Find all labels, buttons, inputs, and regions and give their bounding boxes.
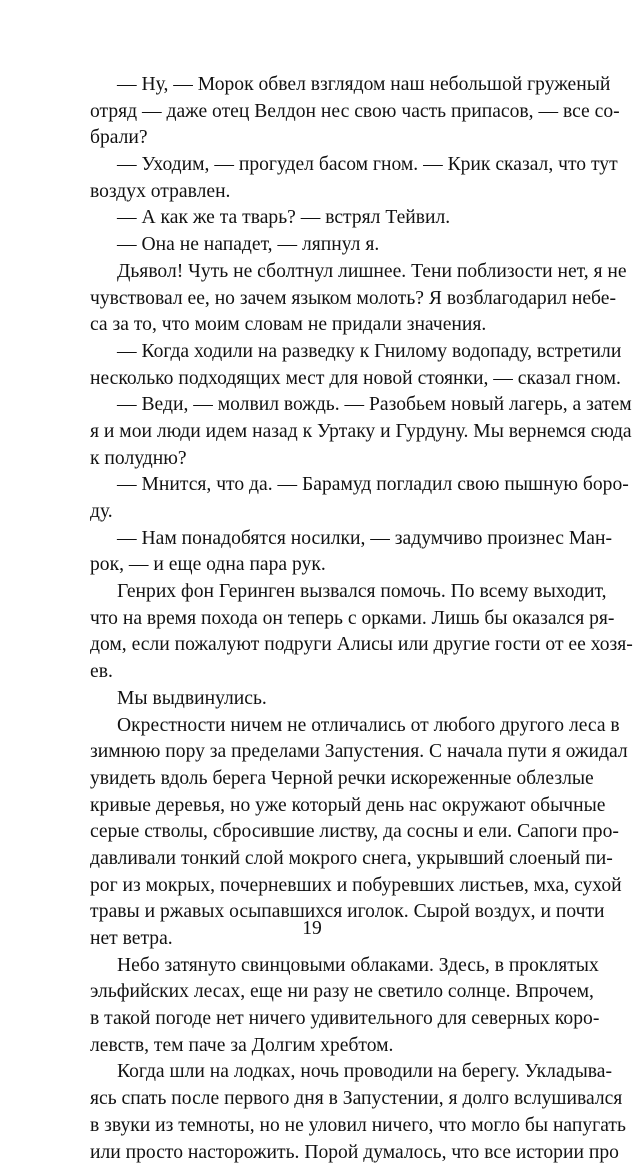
- text-line: чувствовал ее, но зачем языком молоть? Я возблагодарил небе-: [90, 286, 568, 313]
- text-line: нет ветра.: [90, 926, 568, 953]
- text-line: в звуки из темноты, но не уловил ничего, что могло бы напугать: [90, 1113, 568, 1140]
- text-line: ду.: [90, 499, 568, 526]
- text-line: рог из мокрых, почерневших и побуревших листьев, мха, сухой: [90, 873, 568, 900]
- text-line: Дьявол! Чуть не сболтнул лишнее. Тени поблизости нет, я не: [90, 259, 568, 286]
- text-line: Генрих фон Геринген вызвался помочь. По всему выходит,: [90, 579, 568, 606]
- text-line: — Нам понадобятся носилки, — задумчиво произнес Ман-: [90, 526, 568, 553]
- body-text: [90, 72, 568, 1166]
- text-line: Окрестности ничем не отличались от любого другого леса в: [90, 713, 568, 740]
- text-line: са за то, что моим словам не придали значения.: [90, 312, 568, 339]
- text-line: эльфийских лесах, еще ни разу не светило солнце. Впрочем,: [90, 979, 568, 1006]
- text-line: — Ну, — Морок обвел взглядом наш небольшой груженый: [90, 72, 568, 99]
- text-line: давливали тонкий слой мокрого снега, укрывший слоеный пи-: [90, 846, 568, 873]
- text-line: в такой погоде нет ничего удивительного для северных коро-: [90, 1006, 568, 1033]
- text-line: увидеть вдоль берега Черной речки искореженные облезлые: [90, 766, 568, 793]
- text-line: — Она не нападет, — ляпнул я.: [90, 232, 568, 259]
- text-line: дом, если пожалуют подруги Алисы или другие гости от ее хозя-: [90, 632, 568, 659]
- text-line: травы и ржавых осыпавшихся иголок. Сырой воздух, и почти: [90, 899, 568, 926]
- text-line: — Веди, — молвил вождь. — Разобьем новый лагерь, а затем: [90, 392, 568, 419]
- text-line: Небо затянуто свинцовыми облаками. Здесь, в проклятых: [90, 953, 568, 980]
- text-line: левств, тем паче за Долгим хребтом.: [90, 1033, 568, 1060]
- text-line: я и мои люди идем назад к Уртаку и Гурдуну. Мы вернемся сюда: [90, 419, 568, 446]
- text-line: ев.: [90, 659, 568, 686]
- text-line: ясь спать после первого дня в Запустении, я долго вслушивался: [90, 1086, 568, 1113]
- text-line: к полудню?: [90, 446, 568, 473]
- text-line: зимнюю пору за пределами Запустения. С начала пути я ожидал: [90, 739, 568, 766]
- text-line: рок, — и еще одна пара рук.: [90, 552, 568, 579]
- text-line: — Мнится, что да. — Барамуд погладил свою пышную боро-: [90, 472, 568, 499]
- text-line: — Когда ходили на разведку к Гнилому водопаду, встретили: [90, 339, 568, 366]
- text-line: — Уходим, — прогудел басом гном. — Крик сказал, что тут: [90, 152, 568, 179]
- text-line: кривые деревья, но уже который день нас окружают обычные: [90, 793, 568, 820]
- text-line: серые стволы, сбросившие листву, да сосны и ели. Сапоги про-: [90, 819, 568, 846]
- text-line: Мы выдвинулись.: [90, 686, 568, 713]
- text-line: — А как же та тварь? — встрял Тейвил.: [90, 205, 568, 232]
- text-line: брали?: [90, 125, 568, 152]
- text-line: или просто насторожить. Порой думалось, что все истории про: [90, 1140, 568, 1166]
- text-line: что на время похода он теперь с орками. Лишь бы оказался ря-: [90, 606, 568, 633]
- page-number: 19: [0, 918, 624, 940]
- text-line: несколько подходящих мест для новой стоянки, — сказал гном.: [90, 366, 568, 393]
- text-line: воздух отравлен.: [90, 179, 568, 206]
- text-line: Когда шли на лодках, ночь проводили на берегу. Укладыва-: [90, 1059, 568, 1086]
- text-line: отряд — даже отец Велдон нес свою часть припасов, — все со-: [90, 99, 568, 126]
